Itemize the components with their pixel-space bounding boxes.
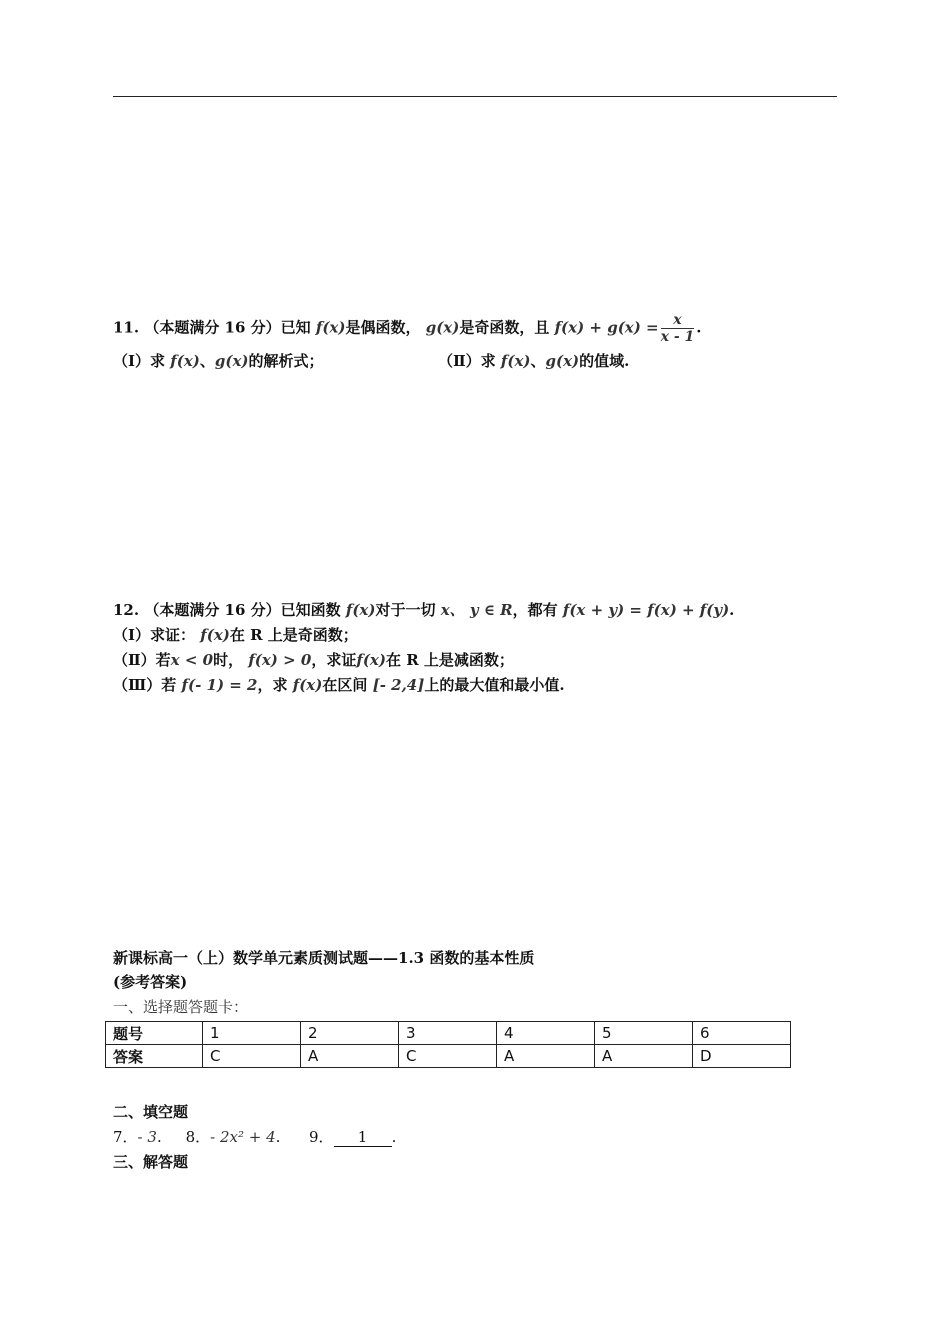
q12-p3-text2: 在区间 — [322, 676, 368, 694]
table-cell: 4 — [497, 1022, 595, 1045]
q12-part-3 — [113, 674, 565, 695]
table-row — [106, 1045, 791, 1068]
q11-p2-sep: 、 — [530, 352, 546, 370]
q11-p1-label: （Ⅰ）求 — [113, 352, 166, 370]
q12-head: 12. （本题满分 16 分）已知函数 — [113, 601, 341, 619]
q12-p3-interval: [- 2,4] — [372, 676, 425, 694]
table-row — [106, 1022, 791, 1045]
q11-part-2 — [438, 350, 629, 371]
table-cell: A — [497, 1045, 595, 1068]
q12-p2-text: 时， — [213, 651, 244, 669]
q11-p2-label: （Ⅱ）求 — [438, 352, 496, 370]
q12-p1-fx: f(x) — [200, 626, 230, 644]
q11-p2-end: 的值域. — [579, 352, 630, 370]
q12-p3-end: 上的最大值和最小值. — [424, 676, 565, 694]
a7-end: . — [156, 1128, 162, 1146]
q11-p1-fx: f(x) — [170, 352, 200, 370]
row-header-number: 题号 — [106, 1022, 203, 1045]
q12-p2-text2: ，求证 — [311, 651, 357, 669]
q11-text-1: 是偶函数， — [345, 318, 421, 337]
table-cell: C — [399, 1045, 497, 1068]
table-cell: D — [693, 1045, 791, 1068]
fill-in-answers — [113, 1126, 396, 1147]
q12-text-1: 对于一切 — [375, 601, 436, 619]
a7-value: - 3 — [137, 1128, 157, 1146]
q11-end: . — [696, 318, 702, 337]
answer-subtitle: (参考答案) — [113, 973, 188, 991]
section-choice: 一、选择题答题卡： — [113, 998, 249, 1016]
a9-value: 1 — [334, 1128, 392, 1147]
q12-p1-end: 在 R 上是奇函数； — [229, 626, 358, 644]
a8-label: 8． — [185, 1128, 211, 1146]
q12-text-2: ，都有 — [512, 601, 558, 619]
q11-gx: g(x) — [425, 318, 460, 337]
q12-p1-label: （Ⅰ）求证： — [113, 626, 196, 644]
table-cell: 3 — [399, 1022, 497, 1045]
q12-p3-label: （Ⅲ）若 — [113, 676, 177, 694]
q12-fx: f(x) — [345, 601, 376, 619]
a9-label: 9． — [309, 1128, 334, 1146]
table-cell: C — [203, 1045, 301, 1068]
q12-p2-cond: x < 0 — [170, 651, 214, 669]
a7-label: 7． — [113, 1128, 138, 1146]
q12-p3-cond: f(- 1) = 2 — [181, 676, 258, 694]
q11-text-2: 是奇函数，且 — [459, 318, 550, 337]
header-rule — [113, 96, 837, 97]
q11-p2-fx: f(x) — [500, 352, 531, 370]
q12-p3-fx: f(x) — [292, 676, 323, 694]
q11-head: 11. （本题满分 16 分）已知 — [113, 318, 311, 337]
q12-end: . — [729, 601, 735, 619]
q12-equation: f(x + y) = f(x) + f(y) — [562, 601, 730, 619]
q12-p2-label: （Ⅱ）若 — [113, 651, 171, 669]
table-cell: 1 — [203, 1022, 301, 1045]
q12-p2-cond2: f(x) > 0 — [248, 651, 312, 669]
q12-part-1 — [113, 624, 358, 645]
q11-fraction — [661, 312, 695, 345]
answer-title: 新课标高一（上）数学单元素质测试题——1.3 函数的基本性质 — [113, 949, 535, 967]
table-cell: A — [595, 1045, 693, 1068]
q11-denominator: x - 1 — [660, 329, 695, 345]
section-fill-in: 二、填空题 — [113, 1103, 189, 1121]
a8-end: . — [275, 1128, 281, 1146]
q11-numerator: x — [661, 312, 695, 329]
q11-equation: f(x) + g(x) = — [554, 318, 659, 337]
table-cell: A — [301, 1045, 399, 1068]
q11-p1-sep: 、 — [199, 352, 215, 370]
table-cell: 5 — [595, 1022, 693, 1045]
q11-part-1 — [113, 350, 324, 371]
question-12 — [113, 599, 734, 620]
q12-p2-end: 在 R 上是减函数； — [385, 651, 514, 669]
question-11 — [113, 312, 702, 345]
table-cell: 2 — [301, 1022, 399, 1045]
q12-part-2 — [113, 649, 514, 670]
table-cell: 6 — [693, 1022, 791, 1045]
row-header-answer: 答案 — [106, 1045, 203, 1068]
q12-p2-fx: f(x) — [356, 651, 386, 669]
answer-table — [105, 1021, 791, 1068]
q11-p1-end: 的解析式； — [248, 352, 324, 370]
q11-fx: f(x) — [315, 318, 346, 337]
q11-p1-gx: g(x) — [214, 352, 249, 370]
a8-value: - 2x² + 4 — [210, 1128, 276, 1146]
section-solutions: 三、解答题 — [113, 1153, 189, 1171]
q11-p2-gx: g(x) — [545, 352, 580, 370]
q12-p3-text: ，求 — [257, 676, 288, 694]
q12-xy: x、 y ∈ R — [440, 601, 513, 619]
a9-end: . — [391, 1128, 397, 1146]
